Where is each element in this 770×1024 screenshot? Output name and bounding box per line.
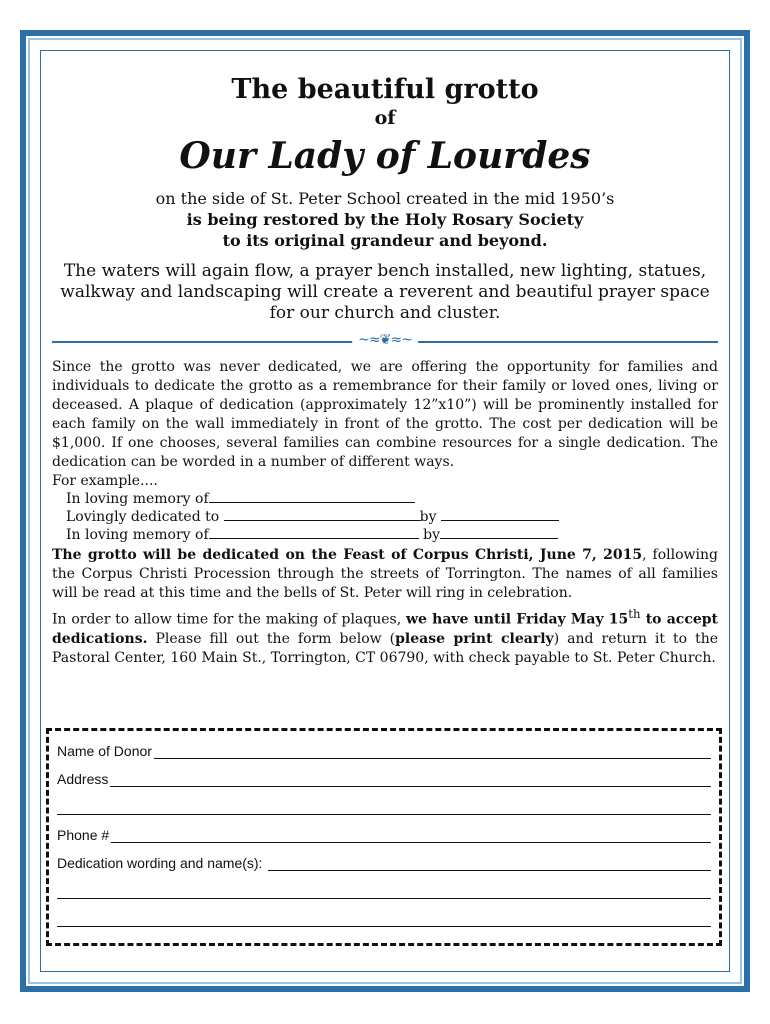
body-paragraph1: Since the grotto was never dedicated, we are offering the opportunity for families and individuals to dedicate the grotto as a remembrance for their family or loved ones, living or deceased. A plaque of dedication (approximately 12”x10”) will be prominently installed for each family on the wall immediately in front of the grotto. The cost per dedication will be $1,000. If one chooses, several families can combine resources for a single dedication. The dedication can be worded in a number of different ways. (52, 359, 718, 470)
example-line3: In loving memory of by (66, 526, 718, 544)
dedication-wording-field-line3[interactable] (57, 912, 711, 927)
address-row (57, 759, 711, 787)
title-line2: Our Lady of Lourdes (179, 135, 591, 177)
intro-paragraph: The waters will again flow, a prayer bench installed, new lighting, statues, walkway and landscaping will create a reverent and beautiful prayer space for our church and cluster. (60, 261, 710, 323)
name-of-donor-label: Name of Donor (57, 743, 152, 759)
address-field[interactable] (110, 772, 711, 787)
phone-field[interactable] (111, 828, 711, 843)
address-field-line2[interactable] (57, 800, 711, 815)
address-label: Address (57, 771, 109, 787)
intro-text (52, 188, 718, 251)
example-line1: In loving memory of (66, 490, 718, 508)
dedication-date: The grotto will be dedicated on the Feast of Corpus Christi, June 7, 2015 (52, 547, 643, 563)
ornament-divider (52, 330, 718, 350)
deadline-date: we have until Friday May 15 (405, 611, 629, 628)
dedication-wording-label: Dedication wording and name(s): (57, 855, 263, 871)
intro-line1: on the side of St. Peter School created in the mid 1950’s (155, 189, 615, 208)
phone-label: Phone # (57, 827, 110, 843)
name-of-donor-field[interactable] (154, 744, 711, 759)
dedication-wording-row (57, 843, 711, 871)
example-line2: Lovingly dedicated to by (66, 508, 718, 526)
dedication-paragraph: The grotto will be dedicated on the Feast of Corpus Christi, June 7, 2015, following the Corpus Christi Procession through the streets of Torrington. The names of all families will be read at this time and the bells of St. Peter will ring in celebration. (52, 547, 718, 601)
title-of: of (374, 107, 396, 129)
donor-form (46, 728, 722, 946)
dedication-wording-field[interactable] (268, 856, 711, 871)
intro-line3: to its original grandeur and beyond. (222, 231, 548, 250)
dedication-wording-row2 (57, 871, 711, 899)
name-of-donor-row (57, 739, 711, 759)
deadline-paragraph: In order to allow time for the making of plaques, we have until Friday May 15th to accept dedications. Please fill out the form below (please print clearly) and return it to the Pastoral Center, 160 Main St., Torrington, CT 06790, with check payable to St. Peter Church. (52, 607, 719, 666)
dedication-wording-row3 (57, 899, 711, 927)
dedication-wording-field-line2[interactable] (57, 884, 711, 899)
phone-row (57, 815, 711, 843)
example-intro: For example.... (52, 473, 158, 489)
flyer-content (52, 74, 718, 668)
title-line1: The beautiful grotto (231, 74, 539, 105)
scroll-ornament-icon: ~≈❦≈~ (352, 332, 418, 348)
intro-line2: is being restored by the Holy Rosary Society (186, 210, 584, 229)
address-row2 (57, 787, 711, 815)
